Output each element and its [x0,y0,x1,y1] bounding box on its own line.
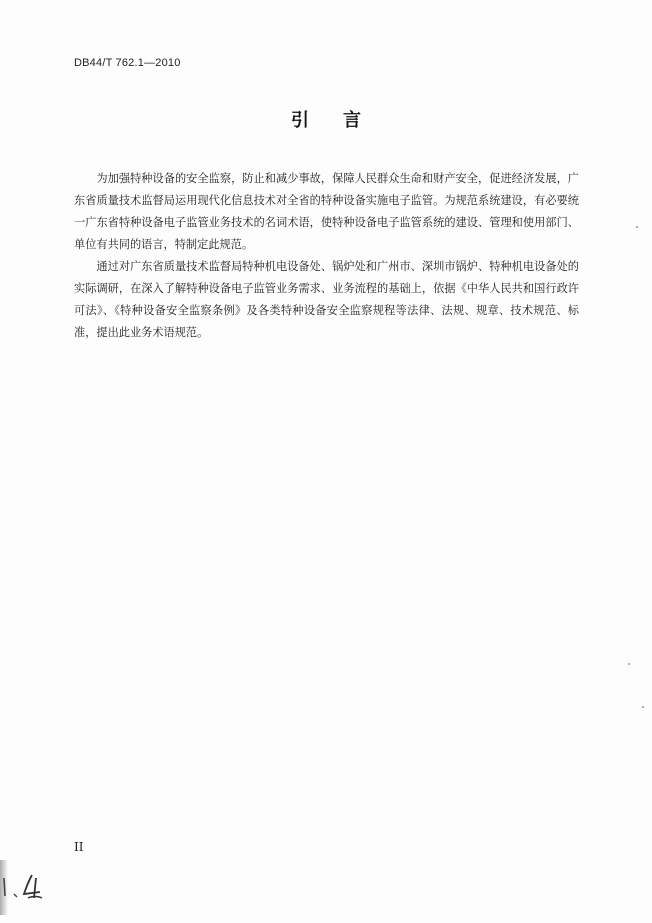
handwritten-mark-icon [0,872,60,902]
scan-speck [642,706,644,708]
section-body [74,168,579,344]
paragraph-2: 通过对广东省质量技术监督局特种机电设备处、锅炉处和广州市、深圳市锅炉、特种机电设备处的实际调研，在深入了解特种设备电子监管业务需求、业务流程的基础上，依据《中华人民共和国行政许可法》、《特种设备安全监察条例》及各类特种设备安全监察规程等法律、法规、规章、技术规范、标准，提出此业务术语规范。 [74,260,579,339]
standard-code: DB44/T 762.1—2010 [74,57,181,69]
paragraph-1: 为加强特种设备的安全监察，防止和减少事故，保障人民群众生命和财产安全，促进经济发展，广东省质量技术监督局运用现代化信息技术对全省的特种设备实施电子监管。为规范系统建设，有必要统一广东省特种设备电子监管业务技术的名词术语，使特种设备电子监管系统的建设、管理和使用部门、单位有共同的语言，特制定此规范。 [74,172,579,251]
scan-speck [636,226,638,228]
page-number: II [74,840,84,854]
section-title: 引言 [291,110,395,131]
scan-speck [628,663,630,665]
